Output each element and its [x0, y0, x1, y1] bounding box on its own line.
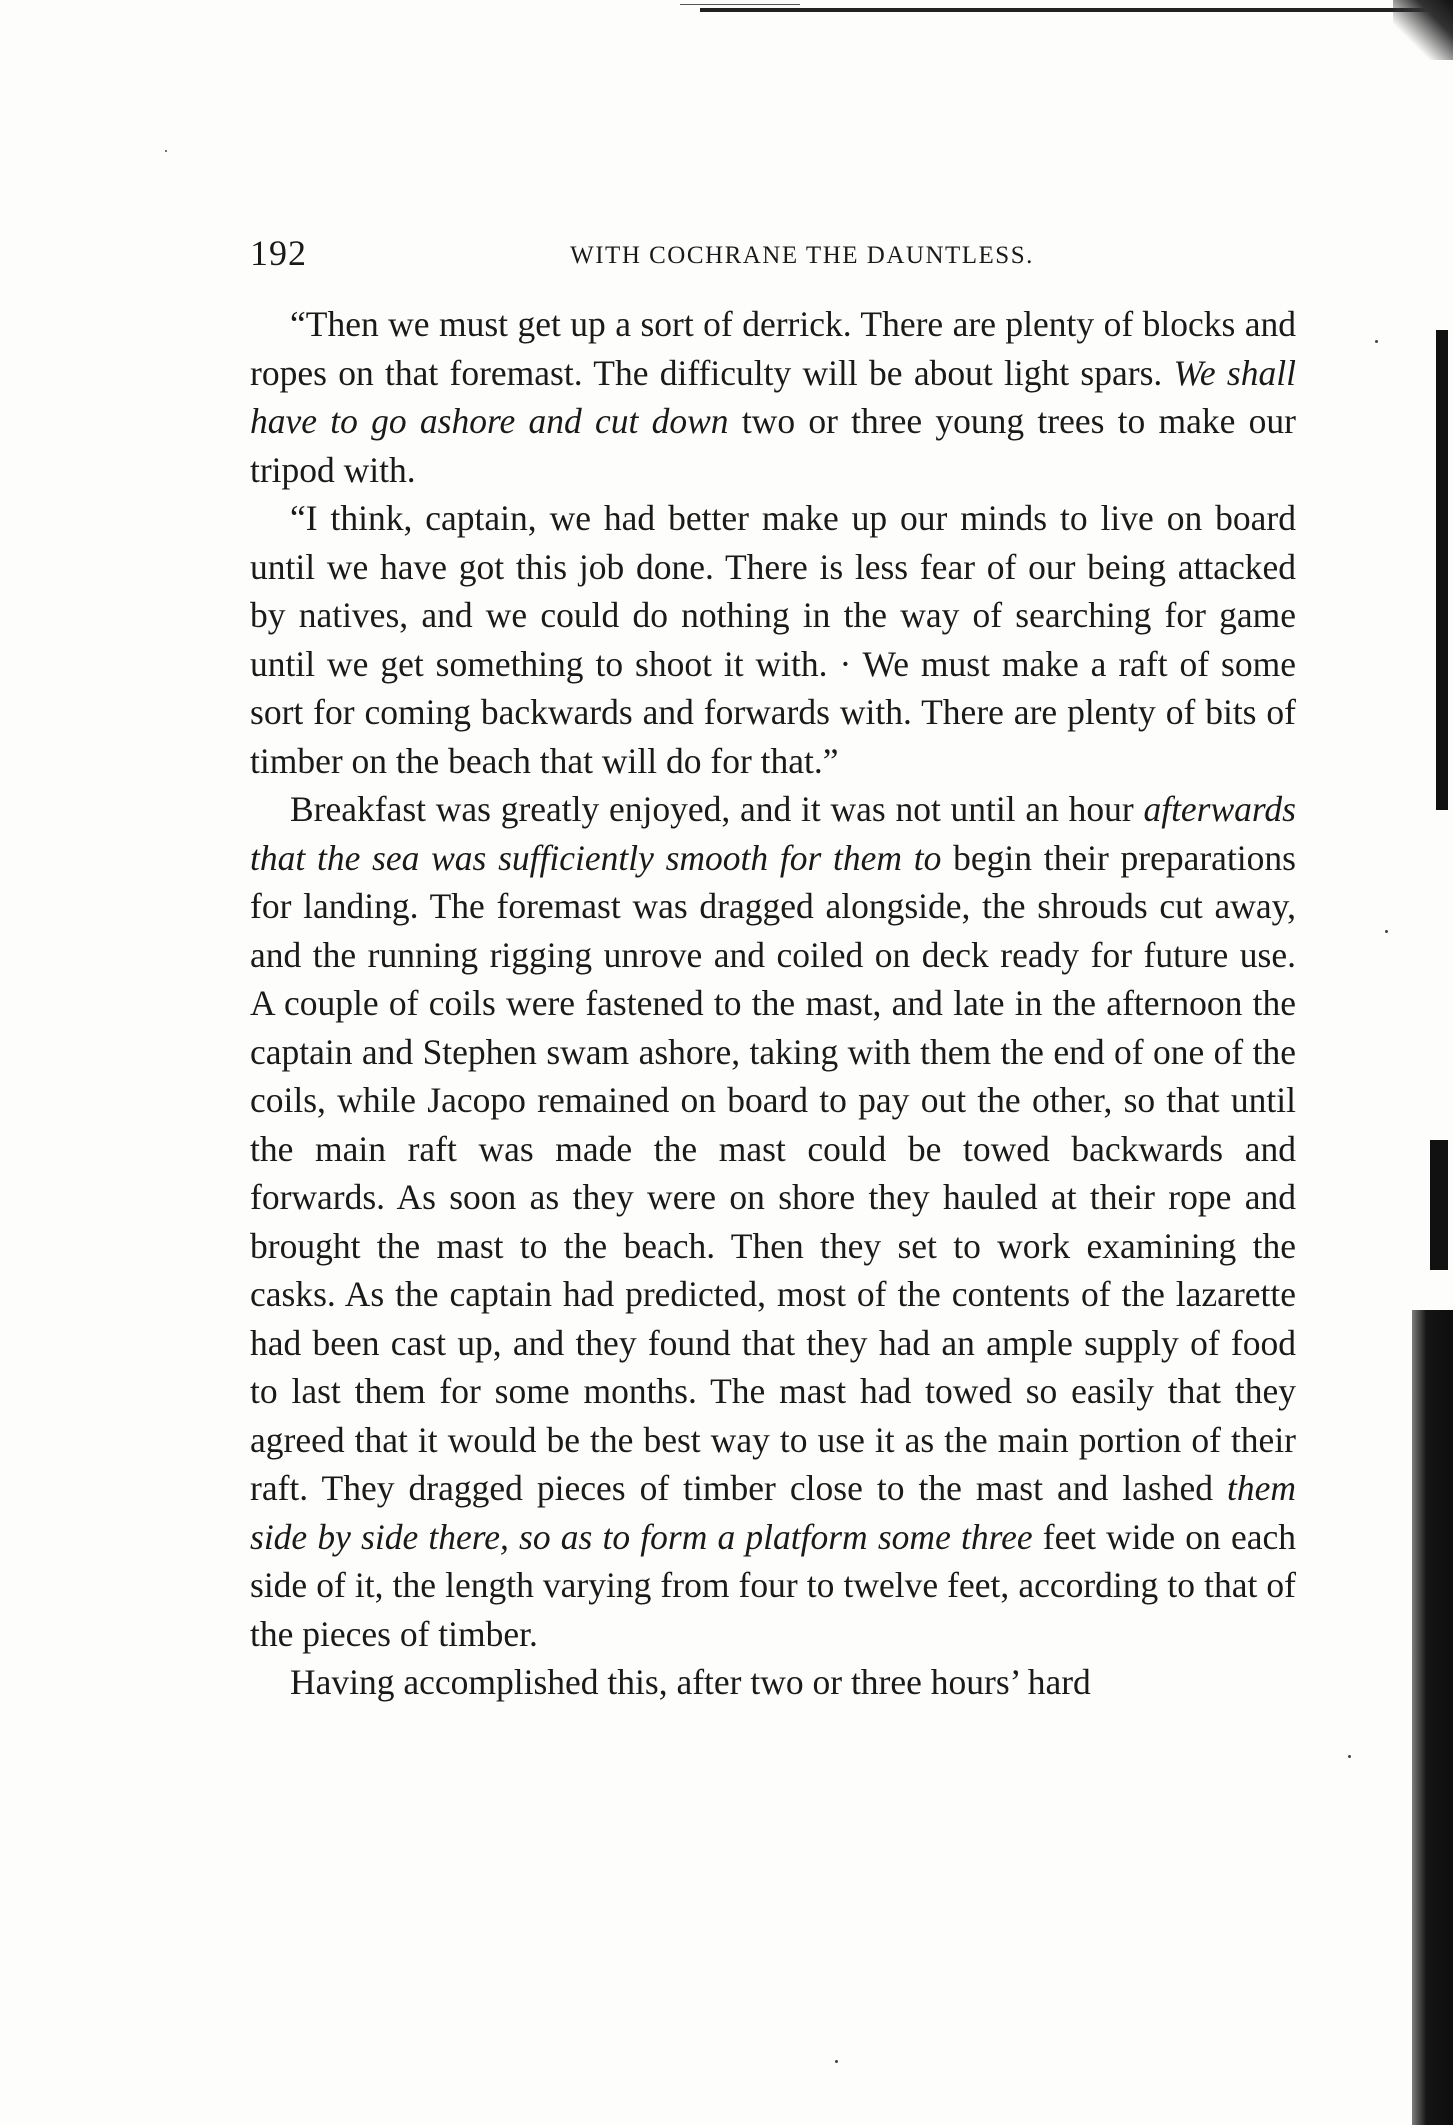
scan-corner-shadow	[1393, 0, 1453, 60]
page-number: 192	[250, 233, 307, 273]
scan-speck	[1385, 930, 1388, 933]
scan-speck	[1375, 340, 1378, 343]
italic-text: afterwards that the sea was sufficiently smooth for them to	[250, 789, 1296, 878]
paragraph: Breakfast was greatly enjoyed, and it was not until an hour afterwards that the sea was sufficiently smooth for them to begin their preparations for landing. The foremast was dragged alongside, the shrouds cut away, and the running rigging unrove and coiled on deck ready for future use. A couple of coils were fastened to the mast, and late in the afternoon the captain and Stephen swam ashore, taking with them the end of one of the coils, while Jacopo remained on board to pay out the other, so that until the main raft was made the mast could be towed backwards and forwards. As soon as they were on shore they hauled at their rope and brought the mast to the beach. Then they set to work examining the casks. As the captain had predicted, most of the contents of the lazarette had been cast up, and they found that they had an ample supply of food to last them for some months. The mast had towed so easily that they agreed that it would be the best way to use it as the main portion of their raft. They dragged pieces of timber close to the mast and lashed them side by side there, so as to form a platform some three feet wide on each side of it, the length varying from four to twelve feet, according to that of the pieces of timber.	[250, 789, 1296, 1654]
scan-margin-shadow	[1436, 330, 1448, 810]
scan-edge-line	[700, 8, 1453, 12]
scan-speck	[165, 150, 167, 152]
paragraph: Having accomplished this, after two or three hours’ hard	[290, 1662, 1091, 1702]
scan-speck	[1348, 1755, 1351, 1758]
scan-edge-line	[680, 4, 800, 5]
italic-text: We shall have to go ashore and cut down	[250, 352, 1296, 441]
scan-speck	[835, 2060, 838, 2063]
page-header	[250, 232, 1290, 282]
body-text	[250, 300, 1296, 1707]
paragraph: “I think, captain, we had better make up our minds to live on board until we have got this job done. There is less fear of our being attacked by natives, and we could do nothing in the way of searching for game until we get something to shoot it with. · We must make a raft of some sort for coming backwards and forwards with. There are plenty of bits of timber on the beach that will do for that.”	[250, 498, 1296, 781]
paragraph: “Then we must get up a sort of derrick. There are plenty of blocks and ropes on that foremast. The difficulty will be about light spars. We shall have to go ashore and cut down two or three young trees to make our tripod with.	[250, 304, 1296, 490]
italic-text: them side by side there, so as to form a platform some three	[250, 1468, 1296, 1557]
scan-margin-shadow	[1430, 1140, 1448, 1270]
scan-margin-shadow	[1412, 1310, 1453, 2125]
running-title: WITH COCHRANE THE DAUNTLESS.	[570, 242, 1034, 269]
